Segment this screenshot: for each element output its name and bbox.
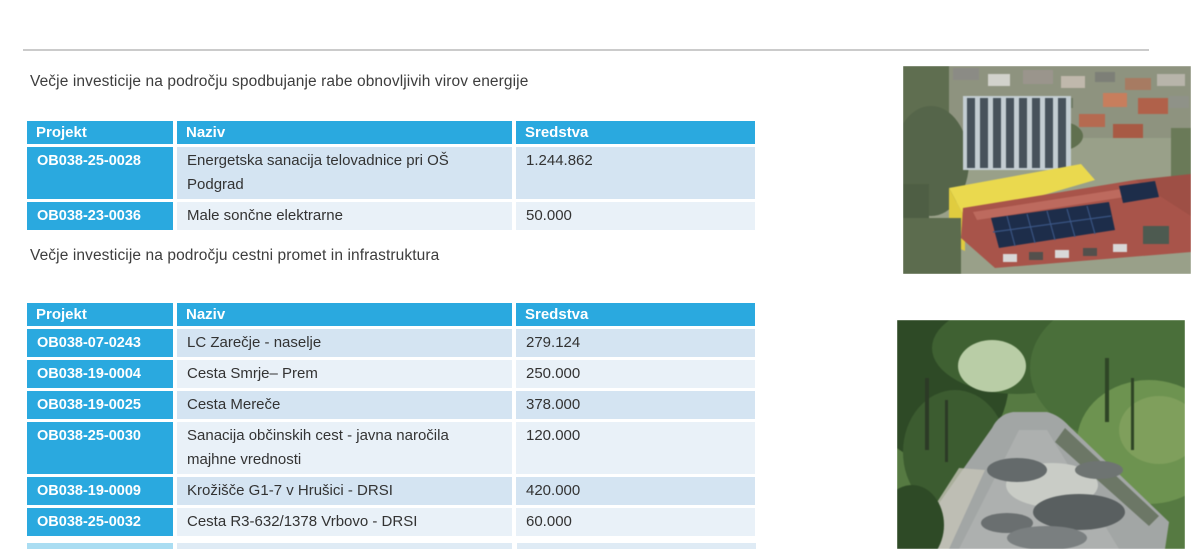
cell-sredstva: 60.000 — [516, 508, 755, 536]
cell-naziv: Krožišče G1-7 v Hrušici - DRSI — [177, 477, 512, 505]
cell-naziv: Cesta Smrje– Prem — [177, 360, 512, 388]
projects-table-energy — [27, 121, 755, 230]
cell-sredstva: 1.244.862 — [516, 147, 755, 199]
cell-naziv: Sanacija občinskih cest - javna naročila majhne vrednosti — [177, 422, 512, 474]
cell-projekt: OB038-25-0030 — [27, 422, 173, 474]
cell-naziv: LC Zarečje - naselje — [177, 329, 512, 357]
cell-sredstva: 50.000 — [516, 202, 755, 230]
cell-projekt: OB038-23-0036 — [27, 202, 173, 230]
cell-naziv: Male sončne elektrarne — [177, 202, 512, 230]
cell-sredstva: 378.000 — [516, 391, 755, 419]
column-header-projekt: Projekt — [27, 303, 173, 326]
cell-projekt: OB038-19-0004 — [27, 360, 173, 388]
cell-projekt: OB038-19-0009 — [27, 477, 173, 505]
cell-naziv: Cesta R3-632/1378 Vrbovo - DRSI — [177, 508, 512, 536]
partial-next-row-naziv — [177, 543, 512, 549]
cell-projekt: OB038-25-0032 — [27, 508, 173, 536]
partial-next-row-projekt — [27, 543, 173, 549]
column-header-sredstva: Sredstva — [516, 303, 755, 326]
cell-projekt: OB038-25-0028 — [27, 147, 173, 199]
photo-aerial-school-solar-panels — [903, 66, 1191, 274]
photo-forest-road-potholes — [897, 320, 1185, 549]
column-header-projekt: Projekt — [27, 121, 173, 144]
cell-naziv: Energetska sanacija telovadnice pri OŠ Podgrad — [177, 147, 512, 199]
cell-sredstva: 279.124 — [516, 329, 755, 357]
partial-next-row-sredstva — [517, 543, 756, 549]
cell-sredstva: 250.000 — [516, 360, 755, 388]
projects-table-roads — [27, 303, 755, 536]
cell-sredstva: 120.000 — [516, 422, 755, 474]
section-title-energy: Večje investicije na področju spodbujanje rabe obnovljivih virov energije — [30, 73, 529, 90]
top-divider-line — [23, 49, 1149, 51]
section-title-roads: Večje investicije na področju cestni promet in infrastruktura — [30, 247, 440, 264]
column-header-sredstva: Sredstva — [516, 121, 755, 144]
column-header-naziv: Naziv — [177, 303, 512, 326]
cell-sredstva: 420.000 — [516, 477, 755, 505]
column-header-naziv: Naziv — [177, 121, 512, 144]
cell-projekt: OB038-07-0243 — [27, 329, 173, 357]
cell-projekt: OB038-19-0025 — [27, 391, 173, 419]
cell-naziv: Cesta Mereče — [177, 391, 512, 419]
